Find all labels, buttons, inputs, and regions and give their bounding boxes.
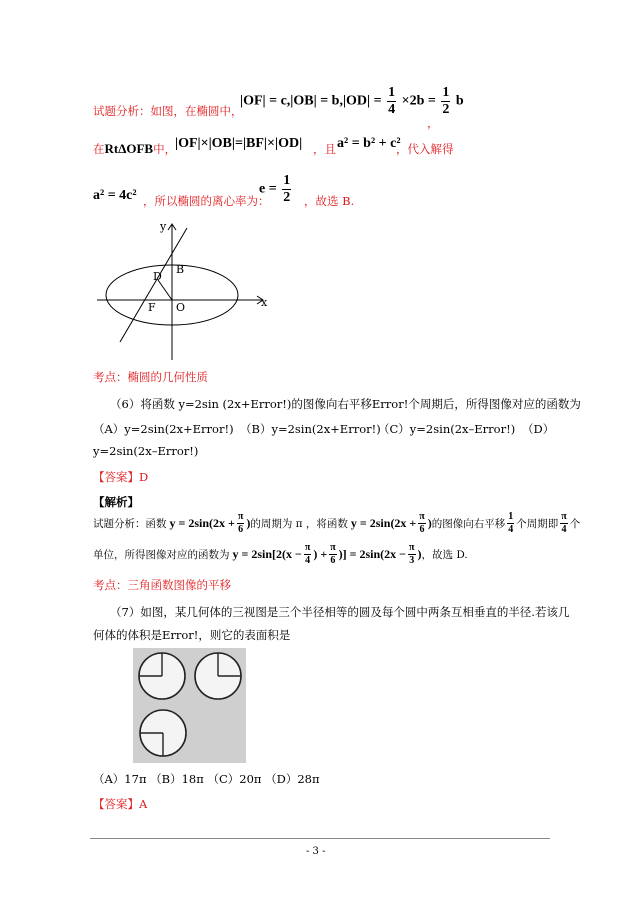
q6-option-c: （C）y=2sin(2x–Error!) — [378, 422, 516, 436]
text: 单位，所得图像对应的函数为 — [93, 549, 230, 561]
formula-area-equality: |OF|×|OB|=|BF|×|OD| — [175, 136, 303, 151]
q6-option-d: y=2sin(2x–Error!) — [93, 444, 199, 458]
fraction-half — [282, 174, 291, 205]
fraction-1-4 — [507, 512, 514, 535]
comma: ， — [427, 116, 439, 130]
text: 个 — [569, 518, 581, 530]
label-o: O — [176, 301, 186, 314]
denominator: 4 — [561, 524, 567, 535]
label-y: y — [160, 220, 167, 233]
formula-part: y = 2sin(2x + — [350, 516, 417, 530]
q6-stem: （6）将函数 y=2sin (2x+Error!)的图像向右平移Error!个周期后，所得图像对应的函数为 — [110, 397, 581, 411]
text: 个周期即 — [516, 518, 559, 530]
denominator: 6 — [330, 555, 336, 566]
fraction-pi-6 — [237, 512, 244, 535]
jiexi-heading: 【解析】 — [93, 495, 139, 509]
numerator: 1 — [442, 85, 450, 100]
q7-line-1: （7）如图，某几何体的三视图是三个半径相等的圆及每个圆中两条互相垂直的半径.若该几 — [110, 605, 570, 619]
formula-part: )] = 2sin(2x − — [338, 547, 407, 561]
denominator: 2 — [283, 190, 291, 205]
text-mid: 中， — [153, 142, 177, 156]
answer-7: 【答案】A — [93, 797, 148, 811]
formula-part: e = — [259, 181, 277, 197]
denominator: 6 — [238, 524, 244, 535]
page-number: - 3 - — [306, 846, 326, 857]
label-x: x — [261, 296, 268, 309]
numerator: π — [237, 511, 244, 522]
denominator: 3 — [409, 555, 415, 566]
text-eccentricity: ，所以椭圆的离心率为： — [143, 194, 270, 208]
kaodian-ellipse: 考点：椭圆的几何性质 — [93, 370, 208, 384]
denominator: 2 — [442, 102, 450, 117]
label-f: F — [148, 301, 156, 314]
analysis2-line1 — [93, 512, 580, 535]
numerator: π — [330, 542, 336, 553]
side-view — [195, 653, 241, 699]
formula-distances — [240, 86, 464, 117]
denominator: 4 — [305, 555, 311, 566]
label-b: B — [176, 263, 185, 276]
fraction-pi-4 — [560, 512, 567, 535]
fraction-pi-4 — [304, 543, 311, 566]
denominator: 4 — [388, 102, 396, 117]
q7-line-2: 何体的体积是Error!，则它的表面积是 — [93, 628, 291, 642]
ellipse-figure — [95, 220, 275, 365]
fraction-half — [441, 86, 450, 117]
numerator: π — [561, 511, 567, 522]
denominator: 6 — [419, 524, 425, 535]
formula-result: a² = 4c² — [93, 188, 137, 203]
formula-part: y = 2sin[2(x − — [232, 547, 302, 561]
numerator: π — [304, 542, 311, 553]
text: 的周期为 π ，将函数 — [250, 518, 348, 530]
analysis2-line2 — [93, 543, 468, 566]
formula-eccentricity — [259, 174, 293, 205]
numerator: π — [419, 511, 425, 522]
text: ，故选 D. — [421, 549, 468, 561]
q7-options: （A）17π （B）18π （C）20π （D）28π — [93, 772, 320, 786]
fraction-quarter — [387, 86, 396, 117]
formula-part: y = 2sin(2x + — [169, 516, 235, 530]
triangle-name: RtΔOFB — [104, 141, 154, 156]
text: 的图像向右平移 — [431, 518, 506, 530]
three-view-figure — [133, 648, 246, 763]
formula-part: ) — [417, 547, 422, 561]
numerator: 1 — [508, 511, 514, 522]
fraction-pi-6 — [418, 512, 425, 535]
formula-part: ) — [246, 516, 251, 530]
fraction-pi-3 — [408, 543, 415, 566]
text-choose-b — [304, 193, 354, 209]
formula-part: ) — [427, 516, 432, 530]
formula-ellipse-relation: a² = b² + c² — [337, 136, 401, 151]
front-view — [139, 653, 185, 699]
denominator: 4 — [508, 524, 514, 535]
analysis-line-2 — [93, 141, 176, 157]
formula-part: ×2b = — [401, 93, 436, 109]
q6-option-d-label: （D） — [522, 422, 555, 436]
q6-option-a: （A）y=2sin(2x+Error!) — [93, 422, 234, 436]
kaodian-trig: 考点：三角函数图像的平移 — [93, 578, 231, 592]
text-and: ，且 — [313, 142, 336, 156]
numerator: 1 — [388, 85, 396, 100]
label-d: D — [153, 270, 162, 283]
segment-od — [158, 280, 172, 300]
formula-part: ) + — [313, 547, 328, 561]
numerator: 1 — [283, 173, 291, 188]
footer-divider — [90, 838, 550, 839]
answer-6: 【答案】D — [93, 470, 149, 484]
formula-part: b — [455, 93, 464, 109]
text-in: 在 — [93, 142, 105, 156]
numerator: π — [409, 542, 415, 553]
choose-text: ，故选 B. — [304, 194, 355, 208]
top-view — [140, 710, 186, 756]
fraction-pi-6 — [329, 543, 336, 566]
q6-option-b: （B）y=2sin(2x+Error!) — [240, 422, 381, 436]
text-substitute: ，代入解得 — [396, 142, 454, 156]
text: 试题分析：函数 — [93, 518, 167, 530]
analysis-label: 试题分析：如图，在椭圆中， — [93, 104, 243, 118]
formula-part: |OF| = c,|OB| = b,|OD| = — [240, 93, 382, 109]
